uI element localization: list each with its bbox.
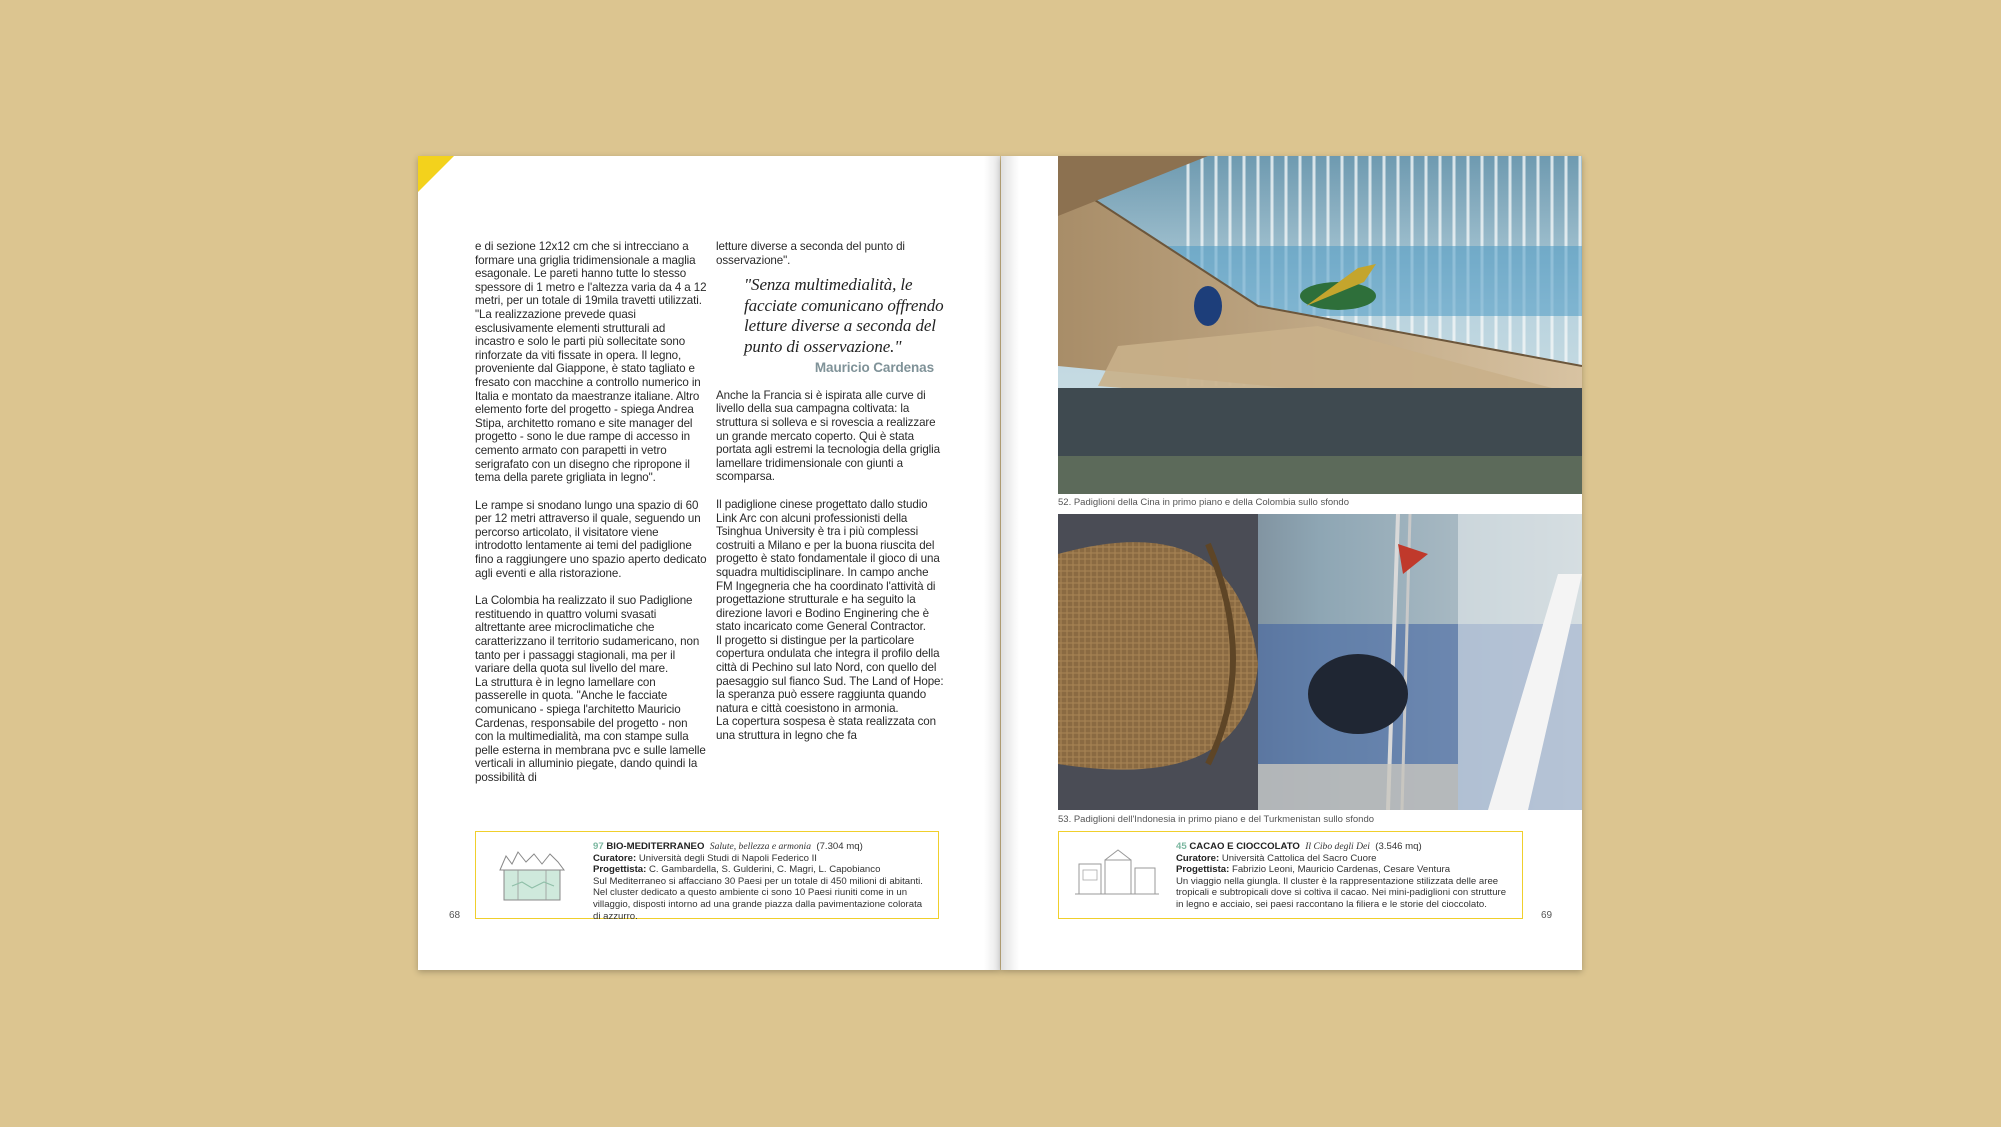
paragraph: e di sezione 12x12 cm che si intrecciano a formare una griglia tridimensionale a maglia esagonale. Le pareti hanno tutte lo stesso spessore di 1 metro e l'altezza varia da 4 a 12 metri, per un totale di 19mila travetti utilizzati. "La realizzazione prevede quasi esclusivamente elementi strutturali ad incastro e solo le parti più sollecitate sono rinforzate da viti fissate in opera. Il legno, proveniente dal Giappone, è stato tagliato e fresato con macchine a controllo numerico in Italia e montato da maestranze italiane. Altro elemento forte del progetto - spiega Andrea Stipa, architetto romano e site manager del progetto - sono le due rampe di accesso in cemento armato con parapetti in vetro serigrafato con un disegno che ripropone il tema della parete grigliata in legno". bbox=[475, 240, 707, 485]
curator-label: Curatore: bbox=[1176, 852, 1220, 864]
photo-caption: 53. Padiglioni dell'Indonesia in primo piano e del Turkmenistan sullo sfondo bbox=[1058, 814, 1375, 825]
photo-caption: 52. Padiglioni della Cina in primo piano e della Colombia sullo sfondo bbox=[1058, 497, 1349, 508]
paragraph: Le rampe si snodano lungo una spazio di 60 per 12 metri attraverso il quale, seguendo un percorso articolato, il visitatore viene introdotto lentamente ai temi del padiglione fino a raggiungere uno spazio aperto dedicato agli eventi e alla ristorazione. bbox=[475, 498, 707, 580]
gutter-shadow bbox=[984, 156, 1000, 970]
designer-label: Progettista: bbox=[1176, 864, 1230, 876]
curator-label: Curatore: bbox=[593, 852, 637, 864]
cluster-number: 97 bbox=[593, 841, 604, 852]
paragraph: La Colombia ha realizzato il suo Padiglione restituendo in quattro volumi svasati altrettante aree microclimatiche che caratterizzano il territorio sudamericano, non tanto per i passaggi stagionali, ma per il variare della quota sul livello del mare. bbox=[475, 594, 700, 676]
page-number: 69 bbox=[1541, 910, 1553, 921]
text-column-2 bbox=[716, 240, 948, 757]
paragraph: Il progetto si distingue per la particolare copertura ondulata che integra il profilo della città di Pechino sul lato Nord, con quello del paesaggio sul fianco Sud. The Land of Hope: la speranza può essere raggiunta quando natura e città coesistono in armonia. bbox=[716, 633, 944, 715]
paragraph: Anche la Francia si è ispirata alle curve di livello della sua campagna coltivata: la struttura si solleva e si rovescia a realizzare un grande mercato coperto. Qui è stata portata agli estremi la tecnologia della griglia lamellare tridimensionale con giunti a scomparsa. bbox=[716, 388, 940, 484]
left-page bbox=[418, 156, 1000, 970]
cluster-info-text bbox=[1176, 841, 1514, 911]
paragraph: letture diverse a seconda del punto di osservazione". bbox=[716, 240, 905, 267]
paragraph: La copertura sospesa è stata realizzata con una struttura in legno che fa bbox=[716, 715, 936, 743]
cluster-subtitle: Il Cibo degli Dei bbox=[1305, 841, 1370, 852]
cluster-sketch-icon bbox=[488, 842, 580, 904]
curator-value: Università Cattolica del Sacro Cuore bbox=[1221, 852, 1377, 864]
cluster-number: 45 bbox=[1176, 841, 1187, 852]
cluster-description: Un viaggio nella giungla. Il cluster è la rappresentazione stilizzata delle aree tropicali e subtropicali dove si coltiva il cacao. Nei mini-padiglioni con strutture in legno e acciaio, sei paesi raccontano la filiera e le storie del cioccolato. bbox=[1176, 875, 1507, 910]
cluster-title: CACAO E CIOCCOLATO bbox=[1189, 841, 1300, 852]
cluster-info-box bbox=[1058, 831, 1523, 919]
right-page bbox=[1001, 156, 1582, 970]
cluster-title: BIO-MEDITERRANEO bbox=[606, 841, 705, 852]
cluster-sketch-icon bbox=[1071, 842, 1163, 904]
pull-quote: "Senza multimedialità, le facciate comunicano offrendo letture diverse a seconda del punto di osservazione." bbox=[744, 275, 944, 356]
designer-value: Fabrizio Leoni, Mauricio Cardenas, Cesare Ventura bbox=[1231, 864, 1451, 876]
indonesia-pavilion-photo bbox=[1058, 514, 1582, 810]
corner-accent bbox=[418, 156, 454, 192]
cluster-info-box bbox=[475, 831, 939, 922]
designer-value: C. Gambardella, S. Gulderini, C. Magri, L. Capobianco bbox=[648, 864, 881, 876]
cluster-subtitle: Salute, bellezza e armonia bbox=[709, 841, 812, 852]
paragraph: Il padiglione cinese progettato dallo studio Link Arc con alcuni professionisti della Tsinghua University è tra i più complessi costruiti a Milano e per la buona riuscita del progetto è stato fondamentale il gioco di una squadra multidisciplinare. In campo anche FM Ingegneria che ha coordinato l'attività di progettazione strutturale e ha seguito la direzione lavori e Bodino Enginering che è stato incaricato come General Contractor. bbox=[716, 497, 940, 634]
gutter-shadow bbox=[1001, 156, 1019, 970]
quote-author: Mauricio Cardenas bbox=[814, 360, 934, 376]
designer-label: Progettista: bbox=[593, 864, 647, 876]
cluster-description: Sul Mediterraneo si affacciano 30 Paesi per un totale di 450 milioni di abitanti. Nel cluster dedicato a questo ambiente ci sono 10 Paesi riuniti come in un villaggio, disposti intorno ad una grande piazza dalla pavimentazione colorata di azzurro. bbox=[593, 875, 923, 922]
paragraph: La struttura è in legno lamellare con passerelle in quota. "Anche le facciate comunicano - spiega l'architetto Mauricio Cardenas, responsabile del progetto - non con la multimedialità, ma con stampe sulla pelle esterna in membrana pvc e sulle lamelle verticali in alluminio piegate, dando quindi la possibilità di bbox=[475, 675, 706, 784]
china-pavilion-photo bbox=[1058, 156, 1582, 494]
cluster-area: (7.304 mq) bbox=[816, 841, 863, 852]
cluster-info-text bbox=[593, 841, 930, 922]
curator-value: Università degli Studi di Napoli Federico II bbox=[638, 852, 817, 864]
page-number: 68 bbox=[449, 910, 461, 921]
text-column-1 bbox=[475, 240, 708, 799]
cluster-area: (3.546 mq) bbox=[1375, 841, 1422, 852]
